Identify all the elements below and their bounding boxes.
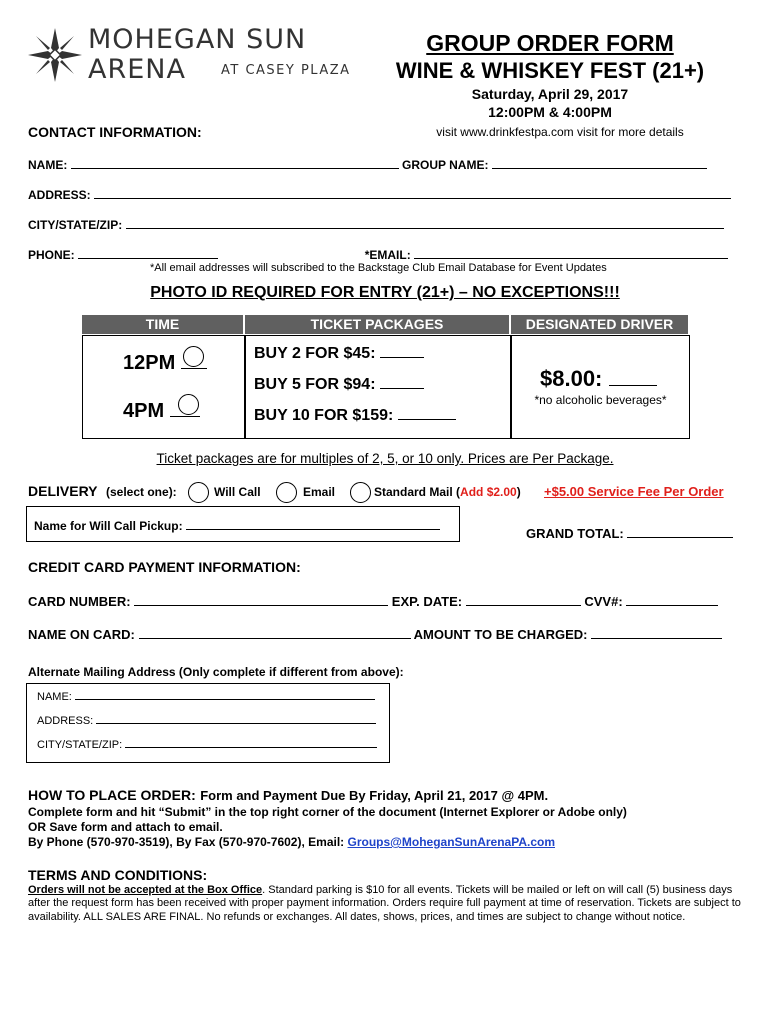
amount-field[interactable]	[591, 638, 722, 639]
card-number-field[interactable]	[134, 605, 388, 606]
alt-city-field[interactable]	[125, 747, 377, 748]
name-card-row	[28, 627, 722, 642]
packages-cell	[245, 335, 511, 439]
payment-heading: CREDIT CARD PAYMENT INFORMATION:	[28, 559, 301, 575]
alt-name-field[interactable]	[75, 699, 375, 700]
name-label: NAME:	[28, 158, 68, 172]
terms-body	[28, 884, 742, 924]
terms-box-office: Orders will not be accepted at the Box Office	[28, 884, 263, 896]
package-5-label: BUY 5 FOR $94:	[254, 376, 376, 393]
terms-text: . Standard parking is $10 for all events. Tickets will be mailed or left on will call (5) business days after the request form has been received with proper payment information. Orders require full payment at time of reservation. Tickets are subject to availability. ALL SALES ARE FINAL. No refunds or exchanges. All dates, shows, prices, and times are subject to change without notice.	[28, 884, 741, 923]
package-2-field[interactable]	[380, 357, 424, 358]
grand-total-row	[526, 526, 733, 541]
time-cell	[82, 335, 245, 439]
groups-email-link[interactable]: Groups@MoheganSunArenaPA.com	[347, 835, 555, 849]
package-10-field[interactable]	[398, 419, 456, 420]
city-field[interactable]	[126, 228, 724, 229]
group-name-field[interactable]	[492, 168, 707, 169]
cvv-field[interactable]	[626, 605, 718, 606]
name-field[interactable]	[71, 168, 399, 169]
mail-radio[interactable]	[350, 482, 371, 503]
event-date: Saturday, April 29, 2017	[471, 86, 629, 102]
compass-star-icon	[26, 26, 84, 84]
logo-tagline: AT CASEY PLAZA	[221, 63, 351, 78]
email-delivery-label: Email	[303, 485, 336, 499]
grand-total-field[interactable]	[627, 537, 733, 538]
logo-line1: MOHEGAN SUN	[88, 24, 307, 55]
terms-heading: TERMS AND CONDITIONS:	[28, 867, 208, 883]
exp-date-label: EXP. DATE:	[391, 594, 463, 609]
how-to-line3-row	[28, 835, 555, 849]
driver-note: *no alcoholic beverages*	[534, 393, 667, 407]
amount-label: AMOUNT TO BE CHARGED:	[413, 627, 588, 642]
phone-label: PHONE:	[28, 248, 75, 262]
how-to-line3: By Phone (570-970-3519), By Fax (570-970-7602), Email:	[28, 835, 345, 849]
driver-price: $8.00:	[540, 366, 603, 391]
email-note: *All email addresses will subscribed to the Backstage Club Email Database for Event Updates	[150, 262, 607, 274]
willcall-name-box	[26, 506, 460, 542]
event-title: WINE & WHISKEY FEST (21+)	[395, 58, 705, 83]
phone-field[interactable]	[78, 258, 218, 259]
willcall-name-field[interactable]	[186, 529, 440, 530]
event-times: 12:00PM & 4:00PM	[488, 104, 612, 120]
package-2-label: BUY 2 FOR $45:	[254, 345, 376, 362]
time-12pm-radio[interactable]	[183, 346, 204, 367]
email-label: *EMAIL:	[364, 248, 411, 262]
cvv-label: CVV#:	[584, 594, 623, 609]
alt-city-label: CITY/STATE/ZIP:	[37, 739, 123, 751]
col-header-driver: DESIGNATED DRIVER	[511, 315, 688, 334]
driver-cell	[511, 335, 690, 439]
service-fee: +$5.00 Service Fee Per Order	[544, 484, 724, 499]
mail-add-fee: Add $2.00	[460, 485, 517, 499]
mail-paren-open: (	[456, 485, 461, 499]
alt-address-field[interactable]	[96, 723, 376, 724]
how-to-line2: OR Save form and attach to email.	[28, 820, 223, 834]
address-field[interactable]	[94, 198, 731, 199]
multiples-note: Ticket packages are for multiples of 2, 5, or 10 only. Prices are Per Package.	[156, 451, 614, 466]
city-row	[28, 218, 724, 232]
mail-label: Standard Mail	[374, 485, 453, 499]
card-row	[28, 594, 718, 609]
col-header-packages: TICKET PACKAGES	[245, 315, 509, 334]
time-4pm-radio[interactable]	[178, 394, 199, 415]
time-12pm-label: 12PM	[123, 352, 176, 374]
how-to-heading-row	[28, 787, 548, 805]
willcall-label: Will Call	[214, 485, 261, 499]
how-to-due: Form and Payment Due By Friday, April 21, 2017 @ 4PM.	[200, 788, 549, 803]
phone-row	[28, 248, 728, 262]
address-row	[28, 188, 731, 202]
email-field[interactable]	[414, 258, 728, 259]
mail-paren-close: )	[516, 485, 521, 499]
alt-address-label: ADDRESS:	[37, 715, 94, 727]
grand-total-label: GRAND TOTAL:	[526, 526, 624, 541]
delivery-row	[28, 482, 743, 502]
visit-note: visit www.drinkfestpa.com visit for more details	[436, 125, 684, 139]
contact-heading: CONTACT INFORMATION:	[28, 124, 202, 140]
how-to-line1: Complete form and hit “Submit” in the top right corner of the document (Internet Explorer or Adobe only)	[28, 805, 627, 819]
willcall-name-label: Name for Will Call Pickup:	[34, 519, 183, 533]
photo-id-notice: PHOTO ID REQUIRED FOR ENTRY (21+) – NO EXCEPTIONS!!!	[150, 284, 620, 301]
willcall-radio[interactable]	[188, 482, 209, 503]
address-label: ADDRESS:	[28, 188, 91, 202]
delivery-label: DELIVERY	[28, 483, 98, 499]
form-title: GROUP ORDER FORM	[426, 30, 674, 56]
alternate-heading: Alternate Mailing Address (Only complete if different from above):	[28, 665, 404, 679]
alternate-box	[26, 683, 390, 763]
exp-date-field[interactable]	[466, 605, 581, 606]
col-header-time: TIME	[82, 315, 243, 334]
delivery-select-one: (select one):	[106, 485, 177, 499]
name-row	[28, 158, 707, 172]
package-5-field[interactable]	[380, 388, 424, 389]
package-10-label: BUY 10 FOR $159:	[254, 407, 394, 424]
group-name-label: GROUP NAME:	[402, 158, 489, 172]
name-on-card-label: NAME ON CARD:	[28, 627, 135, 642]
email-radio[interactable]	[276, 482, 297, 503]
logo-line2: ARENA	[88, 54, 186, 85]
card-number-label: CARD NUMBER:	[28, 594, 131, 609]
name-on-card-field[interactable]	[139, 638, 411, 639]
arena-logo	[26, 24, 351, 86]
time-4pm-label: 4PM	[123, 400, 165, 422]
alt-name-label: NAME:	[37, 691, 72, 703]
city-label: CITY/STATE/ZIP:	[28, 218, 123, 232]
how-to-heading: HOW TO PLACE ORDER:	[28, 787, 196, 803]
driver-field[interactable]	[609, 385, 657, 386]
